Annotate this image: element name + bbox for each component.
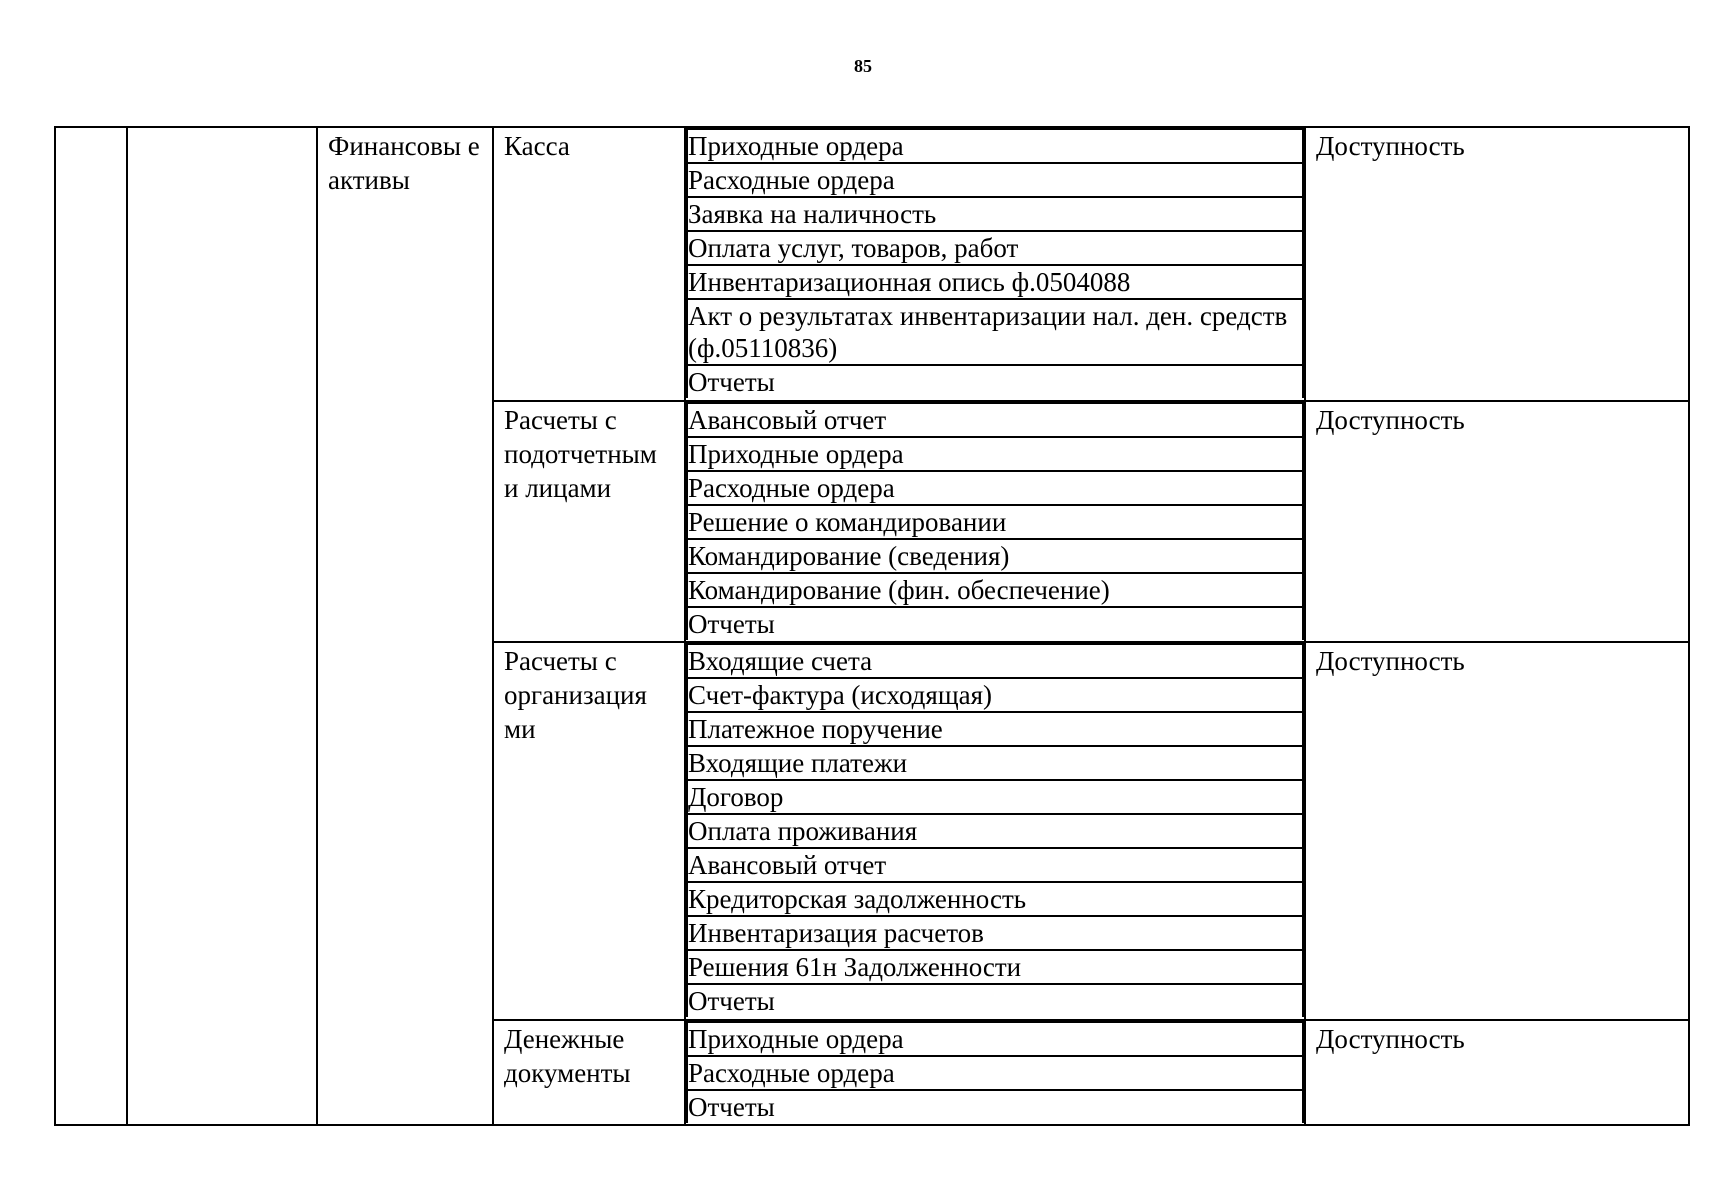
group-name-cell [493, 1020, 685, 1125]
list-item: Инвентаризация расчетов [687, 916, 1303, 950]
list-item: Платежное поручение [687, 712, 1303, 746]
status-cell [1305, 642, 1689, 1020]
list-item: Отчеты [687, 984, 1303, 1017]
status-cell [1305, 1020, 1689, 1125]
status-cell [1305, 401, 1689, 642]
list-item: Кредиторская задолженность [687, 882, 1303, 916]
group-name: Расчеты с организация ми [504, 646, 647, 745]
list-item: Расходные ордера [687, 163, 1303, 197]
list-item: Отчеты [687, 365, 1303, 398]
table-row [55, 127, 1689, 401]
empty-cell [127, 127, 317, 1125]
list-item: Расходные ордера [687, 471, 1303, 505]
items-list [686, 643, 1304, 1017]
list-item: Отчеты [687, 1090, 1303, 1123]
group-items-cell [685, 127, 1305, 401]
items-list [686, 402, 1304, 640]
list-item: Договор [687, 780, 1303, 814]
category-label: Финансовы е активы [328, 131, 480, 195]
empty-cell [55, 127, 127, 1125]
document-table [54, 126, 1690, 1126]
group-items-cell [685, 642, 1305, 1020]
group-name-cell [493, 401, 685, 642]
list-item: Командирование (фин. обеспечение) [687, 573, 1303, 607]
list-item: Инвентаризационная опись ф.0504088 [687, 265, 1303, 299]
list-item: Приходные ордера [687, 129, 1303, 163]
status-label: Доступность [1316, 131, 1465, 161]
list-item: Заявка на наличность [687, 197, 1303, 231]
list-item: Оплата услуг, товаров, работ [687, 231, 1303, 265]
list-item: Входящие платежи [687, 746, 1303, 780]
status-label: Доступность [1316, 1024, 1465, 1055]
status-label: Доступность [1316, 646, 1465, 677]
group-name: Расчеты с подотчетным и лицами [504, 404, 657, 503]
list-item: Отчеты [687, 607, 1303, 640]
list-item: Командирование (сведения) [687, 539, 1303, 573]
category-cell [317, 127, 493, 1125]
list-item: Авансовый отчет [687, 848, 1303, 882]
list-item: Оплата проживания [687, 814, 1303, 848]
items-list [686, 128, 1304, 398]
list-item: Акт о результатах инвентаризации нал. ден. средств (ф.05110836) [687, 299, 1303, 365]
list-item: Решение о командировании [687, 505, 1303, 539]
list-item: Входящие счета [687, 644, 1303, 678]
items-list [686, 1021, 1304, 1123]
group-name: Денежные документы [504, 1024, 631, 1089]
status-label: Доступность [1316, 404, 1465, 435]
group-name-cell [493, 127, 685, 401]
list-item: Счет-фактура (исходящая) [687, 678, 1303, 712]
group-name-cell [493, 642, 685, 1020]
list-item: Приходные ордера [687, 437, 1303, 471]
list-item: Решения 61н Задолженности [687, 950, 1303, 984]
page-number: 85 [854, 56, 872, 76]
status-cell [1305, 127, 1689, 401]
list-item: Авансовый отчет [687, 403, 1303, 437]
group-items-cell [685, 1020, 1305, 1125]
group-items-cell [685, 401, 1305, 642]
list-item: Расходные ордера [687, 1056, 1303, 1090]
list-item: Приходные ордера [687, 1022, 1303, 1056]
group-name: Касса [504, 131, 570, 161]
